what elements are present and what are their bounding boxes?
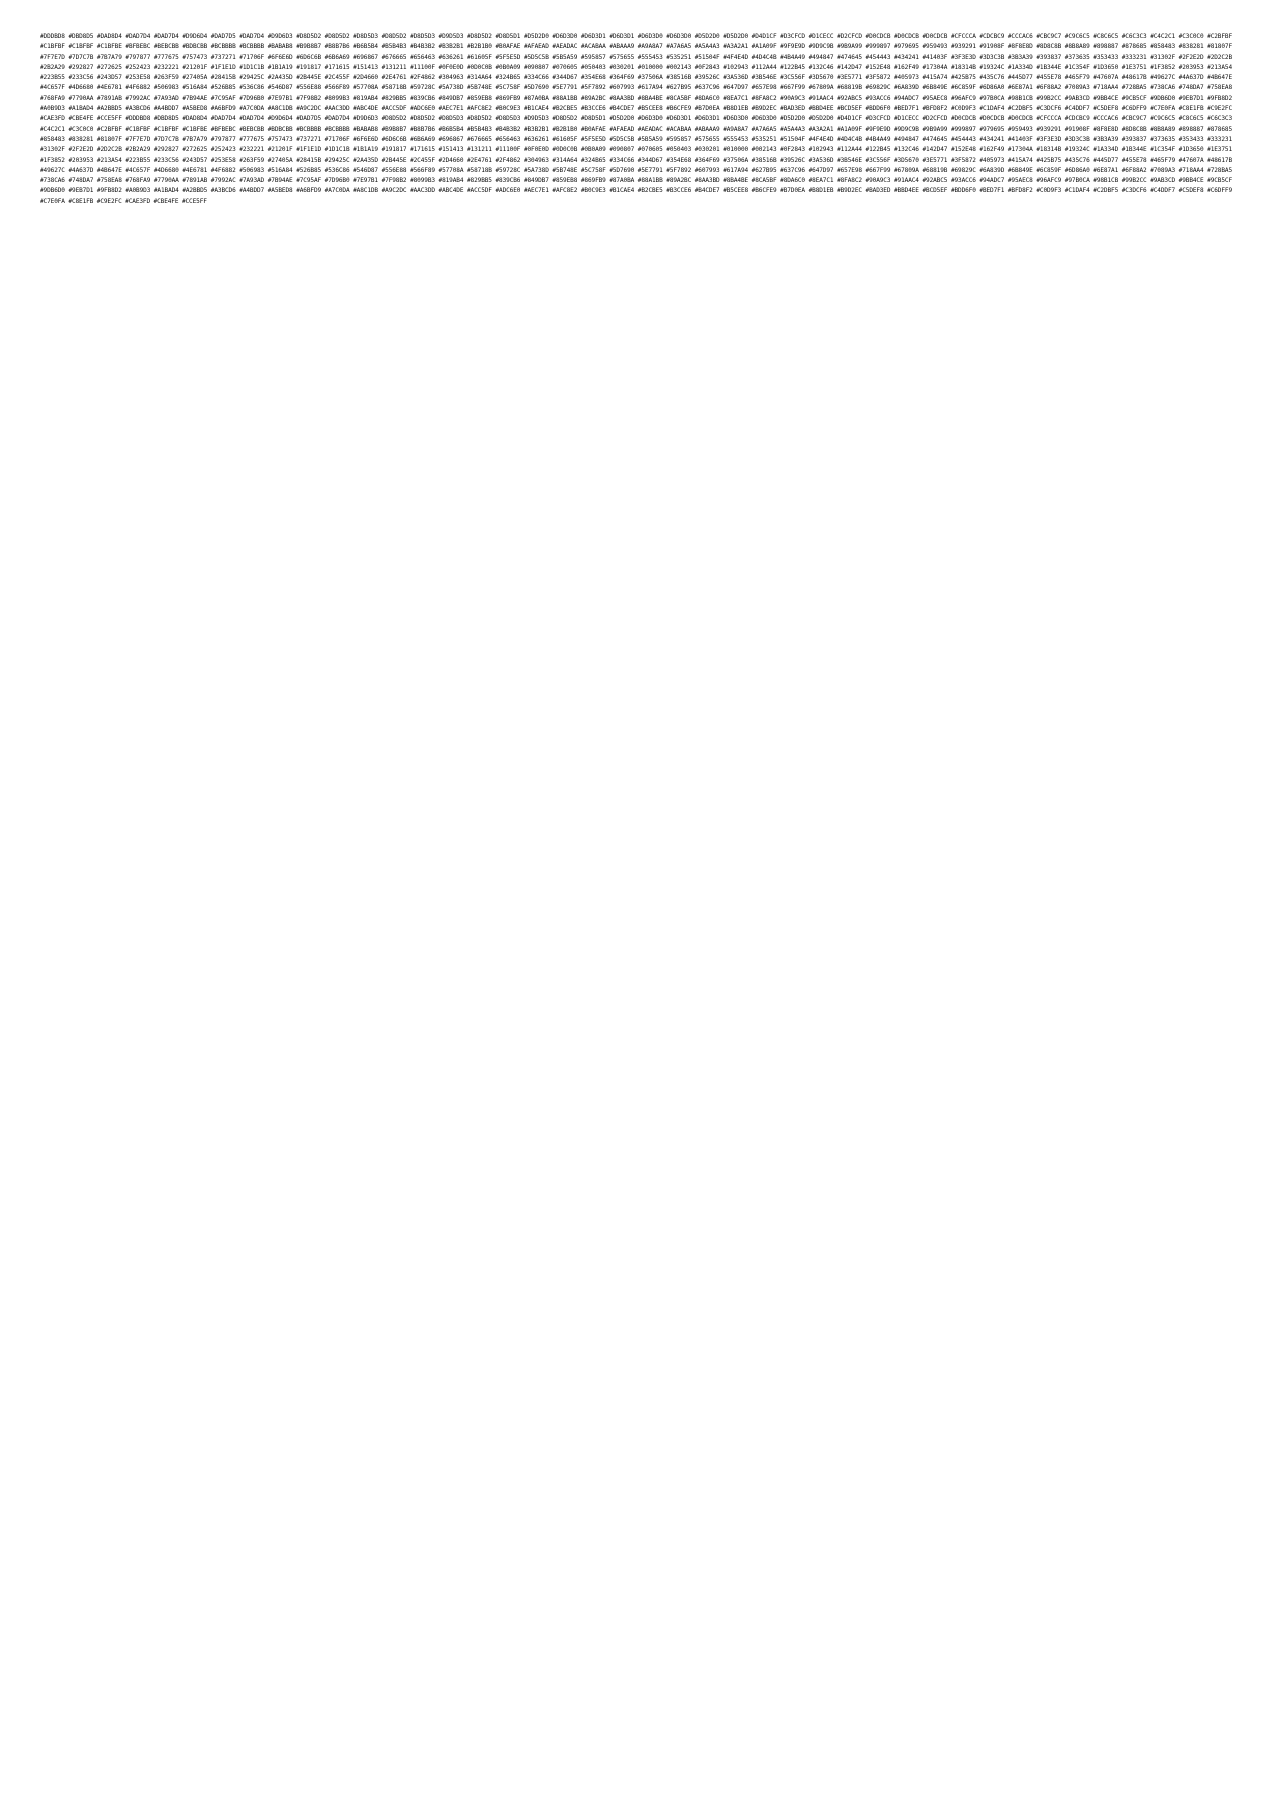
hex-color-document [40,32,1236,1770]
hex-color-code-dump: #DDDBD8 #DBD8D5 #DAD8D4 #DAD7D4 #DAD7D4 #D9D6D4 #DAD7D5 #DAD7D4 #D9D6D3 #D8D5D2 #D8D5D2 #D8D5D3 #D8D5D2 #D8D5D3 #D9D5D3 #D8D5D2 #D8D5D1 #D5D2D0 #D6D3D0 #D6D3D1 #D6D3D1 #D6D3D0 #D6D3D0 #D5D2D0 #D5D2D0 #D4D1CF #D3CFCD #D1CECC #D2CFCD #D0CDCB #D0CDCB #D0CDCB #CFCCCA #CDCBC9 #CCCAC6 #CBC9C7 #C9C6C5 #C8C6C5 #C6C3C3 #C4C2C1 #C3C0C0 #C2BFBF #C1BFBF #C1BFBF #C1BFBE #BFBEBC #BEBCBB #BDBCBB #BCBBBB #BCBBBB #BABAB8 #B9B8B7 #B8B7B6 #B6B5B4 #B5B4B3 #B4B3B2 #B3B2B1 #B2B1B0 #B0AFAE #AFAEAD #AEADAC #ACABAA #ABAAA9 #A9A8A7 #A7A6A5 #A5A4A3 #A3A2A1 #A1A09F #9F9E9D #9D9C9B #9B9A99 #999897 #979695 #959493 #939291 #91908F #8F8E8D #8D8C8B #8B8A89 #898887 #878685 #858483 #838281 #81807F #7F7E7D #7D7C7B #7B7A79 #797877 #777675 #757473 #737271 #71706F #6F6E6D #6D6C6B #6B6A69 #696867 #676665 #656463 #636261 #61605F #5F5E5D #5D5C5B #5B5A59 #595857 #575655 #555453 #535251 #51504F #4F4E4D #4D4C4B #4B4A49 #494847 #474645 #454443 #434241 #41403F #3F3E3D #3D3C3B #3B3A39 #393837 #373635 #353433 #333231 #31302F #2F2E2D #2D2C2B #2B2A29 #292827 #272625 #252423 #232221 #21201F #1F1E1D #1D1C1B #1B1A19 #191817 #171615 #151413 #131211 #11100F #0F0E0D #0D0C0B #0B0A09 #090807 #070605 #050403 #030201 #010000 #002143 #0F2843 #102943 #112A44 #122B45 #132C46 #142D47 #152E48 #162F49 #17304A #18314B #19324C #1A334D #1B344E #1C354F #1D3650 #1E3751 #1F3852 #203953 #213A54 #223B55 #233C56 #243D57 #253E58 #263F59 #27405A #28415B #29425C #2A435D #2B445E #2C455F #2D4660 #2E4761 #2F4862 #304963 #314A64 #324B65 #334C66 #344D67 #354E68 #364F69 #37506A #38516B #39526C #3A536D #3B546E #3C556F #3D5670 #3E5771 #3F5872 #405973 #415A74 #425B75 #435C76 #445D77 #455E78 #465F79 #47607A #48617B #49627C #4A637D #4B647E #4C657F #4D6680 #4E6781 #4F6882 #506983 #516A84 #526B85 #536C86 #546D87 #556E88 #566F89 #57708A #58718B #59728C #5A738D #5B748E #5C758F #5D7690 #5E7791 #5F7892 #607993 #617A94 #627B95 #637C96 #647D97 #657E98 #667F99 #67809A #68819B #69829C #6A839D #6B849E #6C859F #6D86A0 #6E87A1 #6F88A2 #7089A3 #718AA4 #728BA5 #738CA6 #748DA7 #758EA8 #768FA9 #7790AA #7891AB #7992AC #7A93AD #7B94AE #7C95AF #7D96B0 #7E97B1 #7F98B2 #8099B3 #819AB4 #829BB5 #839CB6 #849DB7 #859EB8 #869FB9 #87A0BA #88A1BB #89A2BC #8AA3BD #8BA4BE #8CA5BF #8DA6C0 #8EA7C1 #8FA8C2 #90A9C3 #91AAC4 #92ABC5 #93ACC6 #94ADC7 #95AEC8 #96AFC9 #97B0CA #98B1CB #99B2CC #9AB3CD #9BB4CE #9CB5CF #9DB6D0 #9EB7D1 #9FB8D2 #A0B9D3 #A1BAD4 #A2BBD5 #A3BCD6 #A4BDD7 #A5BED8 #A6BFD9 #A7C0DA #A8C1DB #A9C2DC #AAC3DD #ABC4DE #ACC5DF #ADC6E0 #AEC7E1 #AFC8E2 #B0C9E3 #B1CAE4 #B2CBE5 #B3CCE6 #B4CDE7 #B5CEE8 #B6CFE9 #B7D0EA #B8D1EB #B9D2EC #BAD3ED #BBD4EE #BCD5EF #BDD6F0 #BED7F1 #BFD8F2 #C0D9F3 #C1DAF4 #C2DBF5 #C3DCF6 #C4DDF7 #C5DEF8 #C6DFF9 #C7E0FA #C8E1FB #C9E2FC #CAE3FD #CBE4FE #CCE5FF #DDDBD8 #DBD8D5 #DAD8D4 #DAD7D4 #DAD7D4 #D9D6D4 #DAD7D5 #DAD7D4 #D9D6D3 #D8D5D2 #D8D5D2 #D8D5D3 #D8D5D2 #D8D5D3 #D9D5D3 #D8D5D2 #D8D5D1 #D5D2D0 #D6D3D0 #D6D3D1 #D6D3D1 #D6D3D0 #D6D3D0 #D5D2D0 #D5D2D0 #D4D1CF #D3CFCD #D1CECC #D2CFCD #D0CDCB #D0CDCB #D0CDCB #CFCCCA #CDCBC9 #CCCAC6 #CBC9C7 #C9C6C5 #C8C6C5 #C6C3C3 #C4C2C1 #C3C0C0 #C2BFBF #C1BFBF #C1BFBF #C1BFBE #BFBEBC #BEBCBB #BDBCBB #BCBBBB #BCBBBB #BABAB8 #B9B8B7 #B8B7B6 #B6B5B4 #B5B4B3 #B4B3B2 #B3B2B1 #B2B1B0 #B0AFAE #AFAEAD #AEADAC #ACABAA #ABAAA9 #A9A8A7 #A7A6A5 #A5A4A3 #A3A2A1 #A1A09F #9F9E9D #9D9C9B #9B9A99 #999897 #979695 #959493 #939291 #91908F #8F8E8D #8D8C8B #8B8A89 #898887 #878685 #858483 #838281 #81807F #7F7E7D #7D7C7B #7B7A79 #797877 #777675 #757473 #737271 #71706F #6F6E6D #6D6C6B #6B6A69 #696867 #676665 #656463 #636261 #61605F #5F5E5D #5D5C5B #5B5A59 #595857 #575655 #555453 #535251 #51504F #4F4E4D #4D4C4B #4B4A49 #494847 #474645 #454443 #434241 #41403F #3F3E3D #3D3C3B #3B3A39 #393837 #373635 #353433 #333231 #31302F #2F2E2D #2D2C2B #2B2A29 #292827 #272625 #252423 #232221 #21201F #1F1E1D #1D1C1B #1B1A19 #191817 #171615 #151413 #131211 #11100F #0F0E0D #0D0C0B #0B0A09 #090807 #070605 #050403 #030201 #010000 #002143 #0F2843 #102943 #112A44 #122B45 #132C46 #142D47 #152E48 #162F49 #17304A #18314B #19324C #1A334D #1B344E #1C354F #1D3650 #1E3751 #1F3852 #203953 #213A54 #223B55 #233C56 #243D57 #253E58 #263F59 #27405A #28415B #29425C #2A435D #2B445E #2C455F #2D4660 #2E4761 #2F4862 #304963 #314A64 #324B65 #334C66 #344D67 #354E68 #364F69 #37506A #38516B #39526C #3A536D #3B546E #3C556F #3D5670 #3E5771 #3F5872 #405973 #415A74 #425B75 #435C76 #445D77 #455E78 #465F79 #47607A #48617B #49627C #4A637D #4B647E #4C657F #4D6680 #4E6781 #4F6882 #506983 #516A84 #526B85 #536C86 #546D87 #556E88 #566F89 #57708A #58718B #59728C #5A738D #5B748E #5C758F #5D7690 #5E7791 #5F7892 #607993 #617A94 #627B95 #637C96 #647D97 #657E98 #667F99 #67809A #68819B #69829C #6A839D #6B849E #6C859F #6D86A0 #6E87A1 #6F88A2 #7089A3 #718AA4 #728BA5 #738CA6 #748DA7 #758EA8 #768FA9 #7790AA #7891AB #7992AC #7A93AD #7B94AE #7C95AF #7D96B0 #7E97B1 #7F98B2 #8099B3 #819AB4 #829BB5 #839CB6 #849DB7 #859EB8 #869FB9 #87A0BA #88A1BB #89A2BC #8AA3BD #8BA4BE #8CA5BF #8DA6C0 #8EA7C1 #8FA8C2 #90A9C3 #91AAC4 #92ABC5 #93ACC6 #94ADC7 #95AEC8 #96AFC9 #97B0CA #98B1CB #99B2CC #9AB3CD #9BB4CE #9CB5CF #9DB6D0 #9EB7D1 #9FB8D2 #A0B9D3 #A1BAD4 #A2BBD5 #A3BCD6 #A4BDD7 #A5BED8 #A6BFD9 #A7C0DA #A8C1DB #A9C2DC #AAC3DD #ABC4DE #ACC5DF #ADC6E0 #AEC7E1 #AFC8E2 #B0C9E3 #B1CAE4 #B2CBE5 #B3CCE6 #B4CDE7 #B5CEE8 #B6CFE9 #B7D0EA #B8D1EB #B9D2EC #BAD3ED #BBD4EE #BCD5EF #BDD6F0 #BED7F1 #BFD8F2 #C0D9F3 #C1DAF4 #C2DBF5 #C3DCF6 #C4DDF7 #C5DEF8 #C6DFF9 #C7E0FA #C8E1FB #C9E2FC #CAE3FD #CBE4FE #CCE5FF [40,33,1236,205]
